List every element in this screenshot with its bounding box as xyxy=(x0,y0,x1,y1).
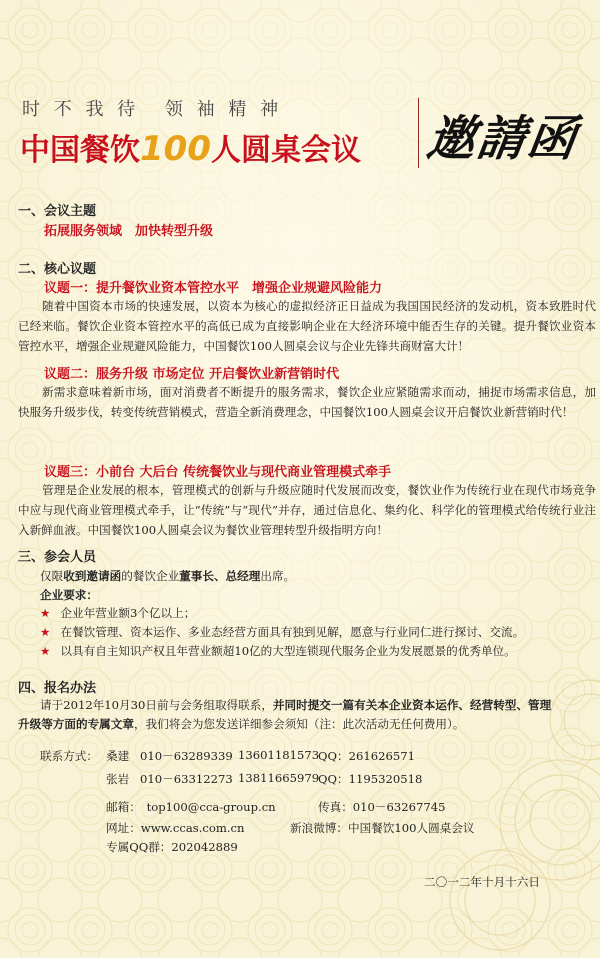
attendee-mid: 的餐饮企业 xyxy=(121,569,180,583)
requirement-item xyxy=(40,643,516,659)
star-icon: ★ xyxy=(40,644,51,658)
topic-2-title xyxy=(44,363,339,382)
requirements-heading: 企业要求： xyxy=(40,588,98,602)
weibo: 新浪微博：中国餐饮100人圆桌会议 xyxy=(290,821,475,835)
topic-3-text: 小前台 大后台 传统餐饮业与现代商业管理模式牵手 xyxy=(96,465,392,480)
attendee-invited: 收到邀请函 xyxy=(63,569,122,583)
contact-label: 联系方式： xyxy=(40,749,98,763)
contact-2-tel: 010－63312273 xyxy=(140,772,233,786)
fax: 传真：010－63267745 xyxy=(318,800,446,814)
star-icon: ★ xyxy=(40,625,51,639)
contact-1-qq: QQ：261626571 xyxy=(318,749,415,763)
title-number: 100 xyxy=(140,129,211,169)
topic-2-body: 新需求意味着新市场，面对消费者不断提升的服务需求，餐饮企业应紧随需求而动，捕捉市场需求信息，加快服务升级步伐，转变传统营销模式，营造全新消费理念，中国餐饮100人圆桌会议开启餐饮业新营销时代！ xyxy=(18,385,596,419)
section-2-heading: 二、核心议题 xyxy=(18,262,97,277)
issue-date: 二〇一二年十月十六日 xyxy=(424,875,540,889)
registration-line-1 xyxy=(40,697,551,713)
requirement-item xyxy=(40,624,524,640)
section-3-heading: 三、参会人员 xyxy=(18,550,97,565)
email[interactable]: 邮箱： top100@cca-group.cn xyxy=(106,800,276,814)
section-4-heading: 四、报名办法 xyxy=(18,681,97,696)
contact-1-tel: 010－63289339 xyxy=(140,749,233,763)
attendee-roles: 董事长、总经理 xyxy=(179,569,261,583)
topic-3-title xyxy=(44,461,391,480)
requirement-text: 以具有自主知识产权且年营业额超10亿的大型连锁现代服务企业为发展愿景的优秀单位。 xyxy=(60,644,516,658)
qq-group: 专属QQ群：202042889 xyxy=(106,840,238,854)
registration-bold-2: 升级等方面的专属文章 xyxy=(18,717,134,731)
meeting-theme: 拓展服务领域 加快转型升级 xyxy=(44,224,214,239)
attendee-post: 出席。 xyxy=(260,569,296,583)
topic-1-text: 提升餐饮业资本管控水平 增强企业规避风险能力 xyxy=(96,281,383,296)
topic-2-label: 议题二： xyxy=(44,367,97,382)
attendee-pre: 仅限 xyxy=(40,569,64,583)
requirement-text: 在餐饮管理、资本运作、多业态经营方面具有独到见解，愿意与行业同仁进行探讨、交流。 xyxy=(60,625,525,639)
slogan-a: 时 不 我 待 xyxy=(22,99,140,120)
invitation-calligraphy: 邀請函 xyxy=(423,111,582,167)
attendee-line xyxy=(40,568,295,584)
topic-3-body: 管理是企业发展的根本，管理模式的创新与升级应随时代发展而改变，餐饮业作为传统行业在现代市场竞争中应与现代商业管理模式牵手，让“传统”与“现代”并存，通过信息化、集约化、科学化的管理模式给传统行业注入新鲜血液。中国餐饮100人圆桌会议为餐饮业管理转型升级指明方向！ xyxy=(18,483,596,537)
topic-2-text: 服务升级 市场定位 开启餐饮业新营销时代 xyxy=(96,367,340,382)
topic-1-label: 议题一： xyxy=(44,281,97,296)
registration-pre: 请于2012年10月30日前与会务组取得联系， xyxy=(40,698,273,712)
title-divider xyxy=(418,98,419,168)
registration-line-2 xyxy=(18,716,464,732)
registration-bold-1: 并同时提交一篇有关本企业资本运作、经营转型、管理 xyxy=(272,698,552,712)
title-pre: 中国餐饮 xyxy=(20,133,140,168)
slogan xyxy=(22,95,298,121)
registration-post: ，我们将会为您发送详细参会须知（注：此次活动无任何费用）。 xyxy=(133,717,465,731)
contact-2-qq: QQ：1195320518 xyxy=(318,772,423,786)
topic-3-label: 议题三： xyxy=(44,465,97,480)
contact-1-mobile: 13601181573 xyxy=(238,748,320,762)
topic-1-title xyxy=(44,277,382,296)
contact-2-name: 张岩 xyxy=(106,772,130,786)
topic-1-body: 随着中国资本市场的快速发展，以资本为核心的虚拟经济正日益成为我国国民经济的发动机，资本致胜时代已经来临。餐饮企业资本管控水平的高低已成为直接影响企业在大经济环境中能否生存的关键。提升餐饮业资本管控水平，增强企业规避风险能力，中国餐饮100人圆桌会议与企业先锋共商财富大计！ xyxy=(18,299,596,353)
conference-title xyxy=(20,125,361,169)
title-post: 人圆桌会议 xyxy=(210,133,361,168)
website[interactable]: 网址：www.ccas.com.cn xyxy=(106,821,245,835)
star-icon: ★ xyxy=(40,606,51,620)
requirement-item xyxy=(40,605,195,621)
section-1-heading: 一、会议主题 xyxy=(18,204,97,219)
requirement-text: 企业年营业额3个亿以上； xyxy=(60,606,196,620)
contact-1-name: 桑建 xyxy=(106,749,130,763)
contact-2-mobile: 13811665979 xyxy=(238,771,320,785)
slogan-b: 领 袖 精 神 xyxy=(164,99,283,120)
